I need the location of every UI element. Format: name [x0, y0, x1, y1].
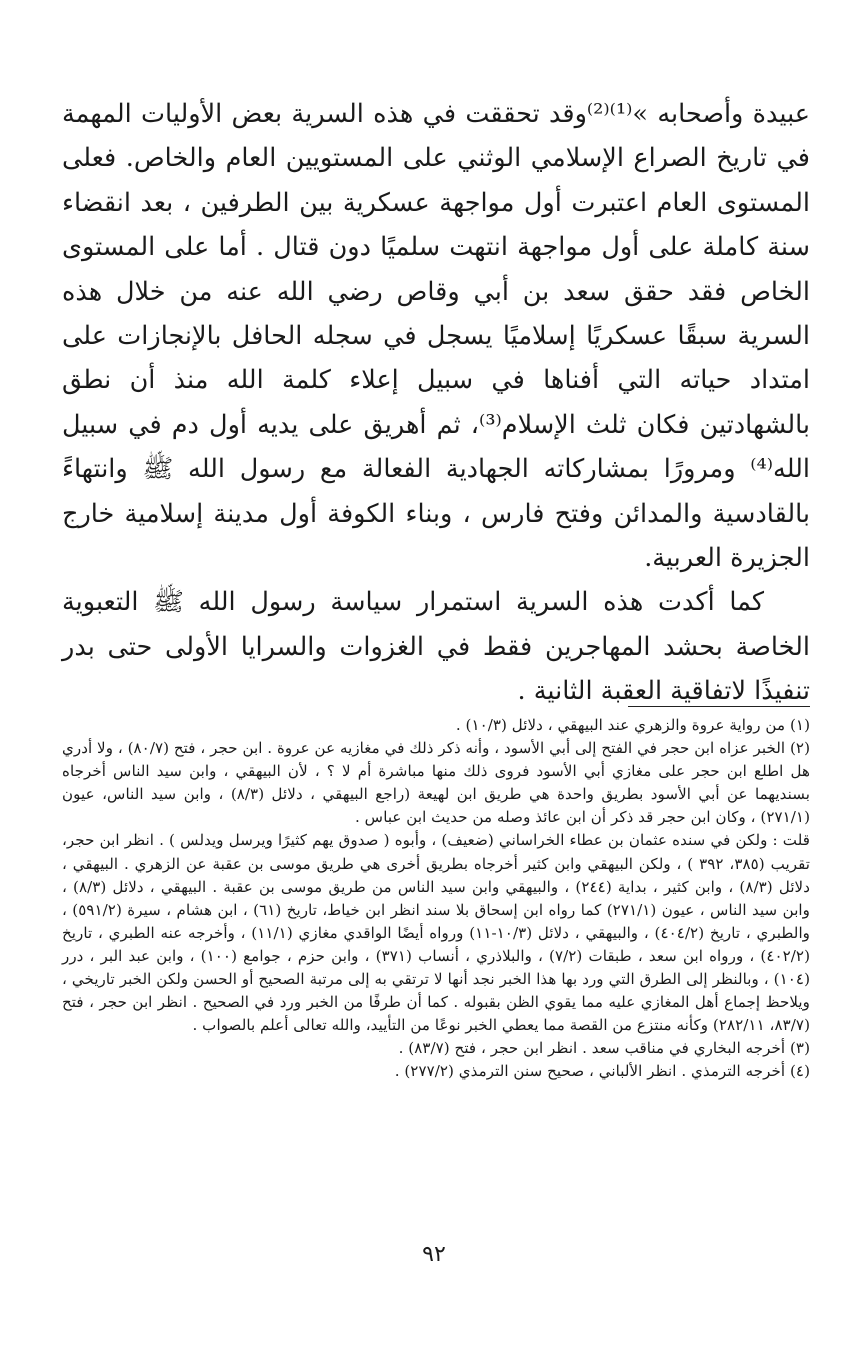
main-text — [62, 92, 810, 714]
footnote-2: (٢) الخبر عزاه ابن حجر في الفتح إلى أبي الأسود ، وأنه ذكر ذلك في مغازيه عن عروة . ابن حجر ، فتح (٨٠/٧) ، ولا أدري هل اطلع ابن حجر على مغازي أبي الأسود فروى ذلك منها مباشرة أم لا ؟ ، لأن البيهقي ، وابن سيد الناس أخرجاه بسنديهما عن أبي الأسود بطريق واحدة هي طريق ابن لهيعة (راجع البيهقي ، دلائل (٨/٣) ، وابن سيد الناس، عيون (٢٧١/١) ، وكان ابن حجر قد ذكر أن ابن عائذ وصله من حديث ابن عباس . — [62, 739, 810, 827]
footnote-3: (٣) أخرجه البخاري في مناقب سعد . انظر ابن حجر ، فتح (٨٣/٧) . — [398, 1039, 810, 1058]
footnote-4: (٤) أخرجه الترمذي . انظر الألباني ، صحيح سنن الترمذي (٢٧٧/٢) . — [394, 1062, 810, 1081]
footnote-2-continued: قلت : ولكن في سنده عثمان بن عطاء الخراساني (ضعيف) ، وأبوه ( صدوق يهم كثيرًا ويرسل ويدلس ) . انظر ابن حجر، تقريب (٣٨٥، ٣٩٢ ) ، ولكن البيهقي وابن كثير أخرجاه بطريق أخرى هي طريق موسى بن عقبة عن الزهري . البيهقي ، دلائل (٨/٣) ، وابن كثير ، بداية (٢٤٤) ، والبيهقي وابن سيد الناس من طريق موسى بن عقبة . البيهقي ، دلائل (٨/٣) ، وابن سيد الناس ، عيون (٢٧١/١) كما رواه ابن إسحاق بلا سند انظر ابن خياط، تاريخ (٦١) ، ابن هشام ، سيرة (٥٩١/٢) ، والطبري ، تاريخ (٤٠٤/٢) ، والبيهقي ، دلائل (١٠/٣-١١) ورواه أيضًا الواقدي مغازي (١١/١) ، وأخرجه عنه الطبري ، تاريخ (٤٠٢/٢) ، ورواه ابن سعد ، طبقات (٧/٢) ، والبلاذري ، أنساب (٣٧١) ، وابن حزم ، جوامع (١٠٠) ، وابن عبد البر ، درر (١٠٤) ، وبالنظر إلى الطرق التي ورد بها هذا الخبر نجد أنها لا ترتقي به إلى مرتبة الصحيح أو الحسن ولكن الخبر تاريخي ، ويلاحظ إجماع أهل المغازي عليه مما يقوي الظن بقبوله . كما أن طرفًا من الخبر ورد في الصحيح . انظر ابن حجر ، فتح (٨٣/٧، ٢٨٢/١١) وكأنه منتزع من القصة مما يعطي الخبر نوعًا من التأييد، والله تعالى أعلم بالصواب . — [62, 831, 811, 1035]
footnotes — [62, 714, 810, 1084]
footnote-1: (١) من رواية عروة والزهري عند البيهقي ، دلائل (١٠/٣) . — [455, 716, 810, 734]
footnote-separator — [628, 706, 810, 707]
main-paragraph-2: كما أكدت هذه السرية استمرار سياسة رسول الله ﷺ التعبوية الخاصة بحشد المهاجرين فقط في الغزوات والسرايا الأولى حتى بدر تنفيذًا لاتفاقية العقبة الثانية . — [62, 587, 810, 707]
main-paragraph-1: عبيدة وأصحابه »⁽¹⁾⁽²⁾وقد تحققت في هذه السرية بعض الأوليات المهمة في تاريخ الصراع الإسلامي الوثني على المستويين العام والخاص. فعلى المستوى العام اعتبرت أول مواجهة عسكرية بين الطرفين ، بعد انقضاء سنة كاملة على أول مواجهة انتهت سلميًا دون قتال . أما على المستوى الخاص فقد حقق سعد بن أبي وقاص رضي الله عنه من خلال هذه السرية سبقًا عسكريًا إسلاميًا يسجل في سجله الحافل بالإنجازات على امتداد حياته التي أفناها في سبيل إعلاء كلمة الله منذ أن نطق بالشهادتين فكان ثلث الإسلام⁽³⁾، ثم أهريق على يديه أول دم في سبيل الله⁽⁴⁾ ومرورًا بمشاركاته الجهادية الفعالة مع رسول الله ﷺ وانتهاءً بالقادسية والمدائن وفتح فارس ، وبناء الكوفة أول مدينة إسلامية خارج الجزيرة العربية. — [62, 99, 811, 574]
page-number: ٩٢ — [422, 1242, 446, 1267]
